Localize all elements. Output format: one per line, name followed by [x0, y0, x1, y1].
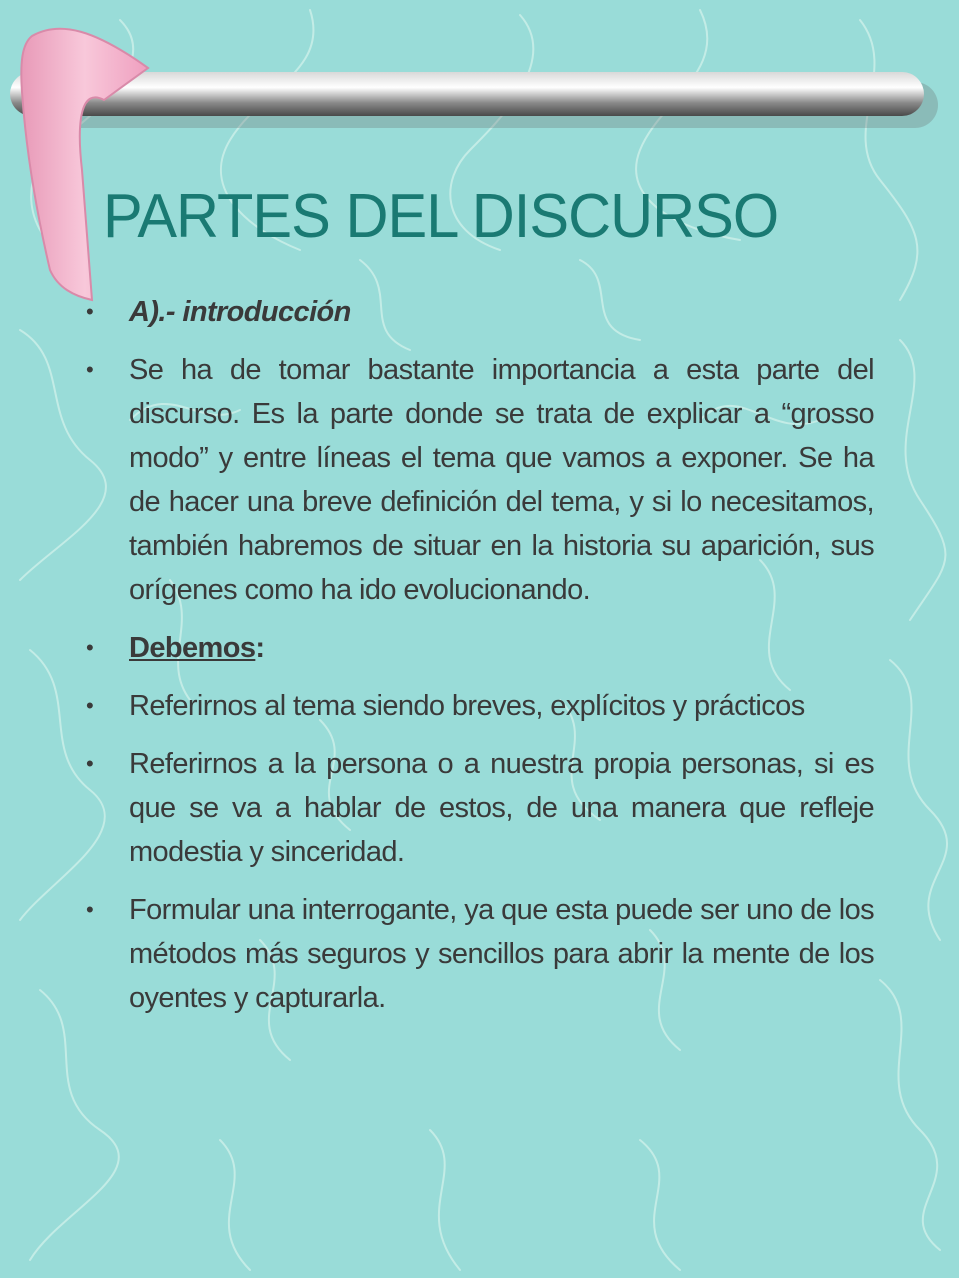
bullet-item-debemos: [86, 626, 874, 670]
bullet-item-description: [86, 348, 874, 612]
bullet-text: A).- introducción: [129, 296, 351, 328]
bullet-text: Referirnos a la persona o a nuestra propia personas, si es que se va a hablar de estos, de una manera que refleje modestia y sinceridad.: [129, 748, 874, 868]
slide-title: PARTES DEL DISCURSO: [103, 182, 779, 251]
bullet-item-formular: [86, 888, 874, 1020]
bullet-text: Se ha de tomar bastante importancia a esta parte del discurso. Es la parte donde se trata de explicar a “grosso modo” y entre líneas el tema que vamos a exponer. Se ha de hacer una breve definición del tema, y si lo necesitamos, también habremos de situar en la historia su aparición, sus orígenes como ha ido evolucionando.: [129, 354, 874, 606]
bullet-text: Formular una interrogante, ya que esta puede ser uno de los métodos más seguros y sencillos para abrir la mente de los oyentes y capturarla.: [129, 894, 874, 1014]
bullet-text: Debemos: [129, 632, 256, 664]
boomerang-bar-icon: [0, 0, 959, 320]
bullet-item-referirnos-tema: [86, 684, 874, 728]
bullet-item-referirnos-persona: [86, 742, 874, 874]
bullet-list: [86, 290, 874, 1034]
bullet-text: Referirnos al tema siendo breves, explícitos y prácticos: [129, 690, 805, 722]
bullet-suffix: :: [255, 632, 265, 664]
bullet-item-introduccion: [86, 290, 874, 334]
